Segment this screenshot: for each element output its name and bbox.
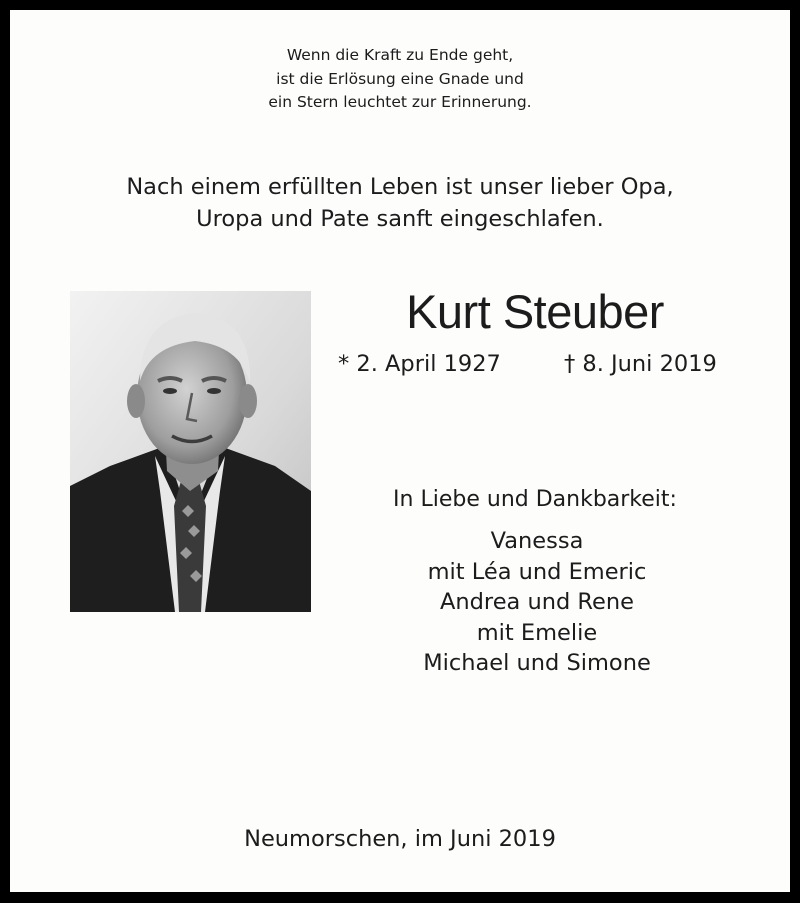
mourners-heading: In Liebe und Dankbarkeit: [393, 487, 677, 512]
intro-text [0, 171, 800, 235]
intro-line: Nach einem erfüllten Leben ist unser lieber Opa, [126, 174, 674, 200]
poem-line: Wenn die Kraft zu Ende geht, [286, 46, 514, 64]
poem [0, 44, 800, 115]
poem-line: ein Stern leuchtet zur Erinnerung. [268, 93, 532, 111]
portrait-photo [70, 291, 311, 612]
poem-line: ist die Erlösung eine Gnade und [276, 69, 524, 88]
mourner-name: Michael und Simone [423, 650, 651, 676]
death-date: † 8. Juni 2019 [564, 351, 717, 377]
mourner-name: mit Léa und Emeric [427, 558, 647, 585]
birth-date: * 2. April 1927 [338, 351, 501, 377]
mourner-name: mit Emelie [476, 619, 598, 646]
mourners-list [335, 526, 739, 679]
mourner-name: Andrea und Rene [440, 589, 634, 615]
place-date: Neumorschen, im Juni 2019 [244, 826, 556, 852]
mourner-name: Vanessa [490, 528, 584, 554]
deceased-name: Kurt Steuber [406, 285, 664, 338]
intro-line: Uropa und Pate sanft eingeschlafen. [196, 206, 604, 232]
